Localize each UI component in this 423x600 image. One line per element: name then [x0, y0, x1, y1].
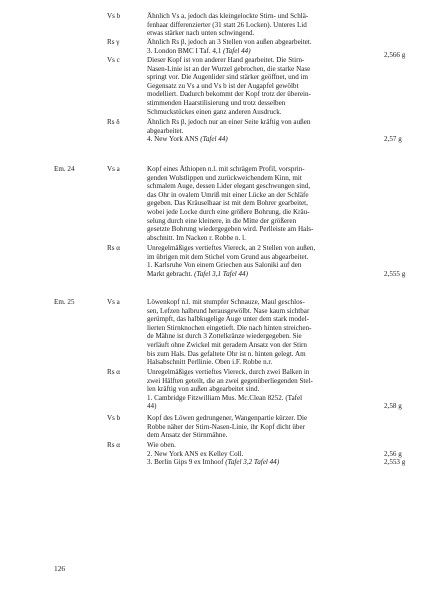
entry-description: Wie oben. 2. New York ANS ex Kelley Coll. 3. Berlin Gips 9 ex Imhoof (Tafel 3,2 Tafel 44): [147, 441, 280, 467]
die-label: Rs α: [107, 441, 120, 449]
entry-description: Löwenkopf n.l. mit stumpfer Schnauze, Maul geschlos- sen, Lefzen halbrund herausgewölbt. Nase kaum sichtbar gerümpft, das halbkugelige Auge unter dem stark model- lierten Stirnknochen eingetieft. Die nach hinten streichen- de Mähne ist durch 3 Zottelkränze wiedergegeben. Sie verläuft ohne Zwickel mit geradem Ansatz von der Stirn bis zum Hals. Das gefaltete Ohr ist n. hinten gelegt. Am Halsabschnitt Perllinie. Oben i.F. Robbe n.r.: [147, 298, 312, 367]
weight-value: 2,555 g: [384, 269, 406, 278]
emission-number: Em. 25: [54, 298, 75, 306]
die-label: Rs α: [107, 244, 120, 252]
weight-value: 2,58 g: [384, 402, 402, 411]
die-label: Vs b: [107, 414, 121, 422]
weight-value: 2,566 g: [384, 50, 406, 59]
die-label: Rs γ: [107, 38, 120, 46]
entry-description: Unregelmäßiges vertieftes Viereck, durch zwei Balken in zwei Hälften geteilt, die an zwei gegenüberliegenden Stel- len kräftig von außen abgearbeitet sind. 1. Cambridge Fitzwilliam Mus. Mc.Clean 8252. (Tafel 44): [147, 368, 313, 411]
die-label: Rs δ: [107, 118, 120, 126]
die-label: Vs c: [107, 56, 120, 64]
entry-description: Kopf des Löwen gedrungener, Wangenpartie kürzer. Die Robbe näher der Stirn-Nasen-Linie, ihr Kopf dicht über dem Ansatz der Stirnmähne.: [147, 414, 308, 440]
die-label: Vs a: [107, 298, 120, 306]
emission-number: Em. 24: [54, 165, 75, 173]
page-number: 126: [54, 564, 66, 573]
entry-description: Kopf eines Äthiopen n.l. mit schrägem Profil, vorsprin- genden Wulstlippen und zurückweichendem Kinn, mit schmalem Auge, dessen Lider elegant geschwungen sind, das Ohr in ovalem Umriß mit einer Lücke an der Schläfe gegeben. Das Kräuselhaar ist mit dem Bohrer gearbeitet, wobei jede Locke durch eine größere Bohrung, die Kräu- selung durch eine kleinere, in die Mitte der größeren gesetzte Bohrung wiedergegeben wird. Perlleiste am Hals- abschnitt. Im Nacken r. Robbe n. l.: [147, 165, 314, 242]
entry-description: Unregelmäßiges vertieftes Viereck, an 2 Stellen von außen, im übrigen mit dem Stichel vom Grund aus abgearbeitet. 1. Karlsruhe Von einem Griechen aus Saloniki auf den Markt gebracht. (Tafel 3,1 Tafel 44): [147, 244, 316, 278]
entry-description: Ähnlich Rs β, jedoch nur an einer Seite kräftig von außen abgearbeitet. 4. New York ANS (Tafel 44): [147, 118, 311, 144]
weight-value: 2,56 g: [384, 449, 402, 458]
weight-value: 2,553 g: [384, 458, 406, 467]
entry-description: Ähnlich Rs β, jedoch an 3 Stellen von außen abgearbeitet. 3. London BMC I Taf. 4,1 (Tafel 44): [147, 38, 312, 55]
die-label: Rs α: [107, 368, 120, 376]
weight-value: 2,57 g: [384, 135, 402, 144]
die-label: Vs a: [107, 165, 120, 173]
die-label: Vs b: [107, 12, 121, 20]
entry-description: Ähnlich Vs a, jedoch das kleingelockte Stirn- und Schlä- fenhaar differenzierter (31 statt 26 Locken). Unteres Lid etwas stärker nach unten schwingend.: [147, 12, 309, 38]
entry-description: Dieser Kopf ist von anderer Hand gearbeitet. Die Stirn- Nasen-Linie ist an der Wurzel gebrochen, die starke Nase springt vor. Die Augenlider sind stärker geöffnet, und im Gegensatz zu Vs a und Vs b ist der Augapfel gewölbt modelliert. Dadurch bekommt der Kopf trotz der überein- stimmenden Haarstilisierung und trotz desselben Schmuckstückes einen ganz anderen Ausdruck.: [147, 56, 311, 116]
